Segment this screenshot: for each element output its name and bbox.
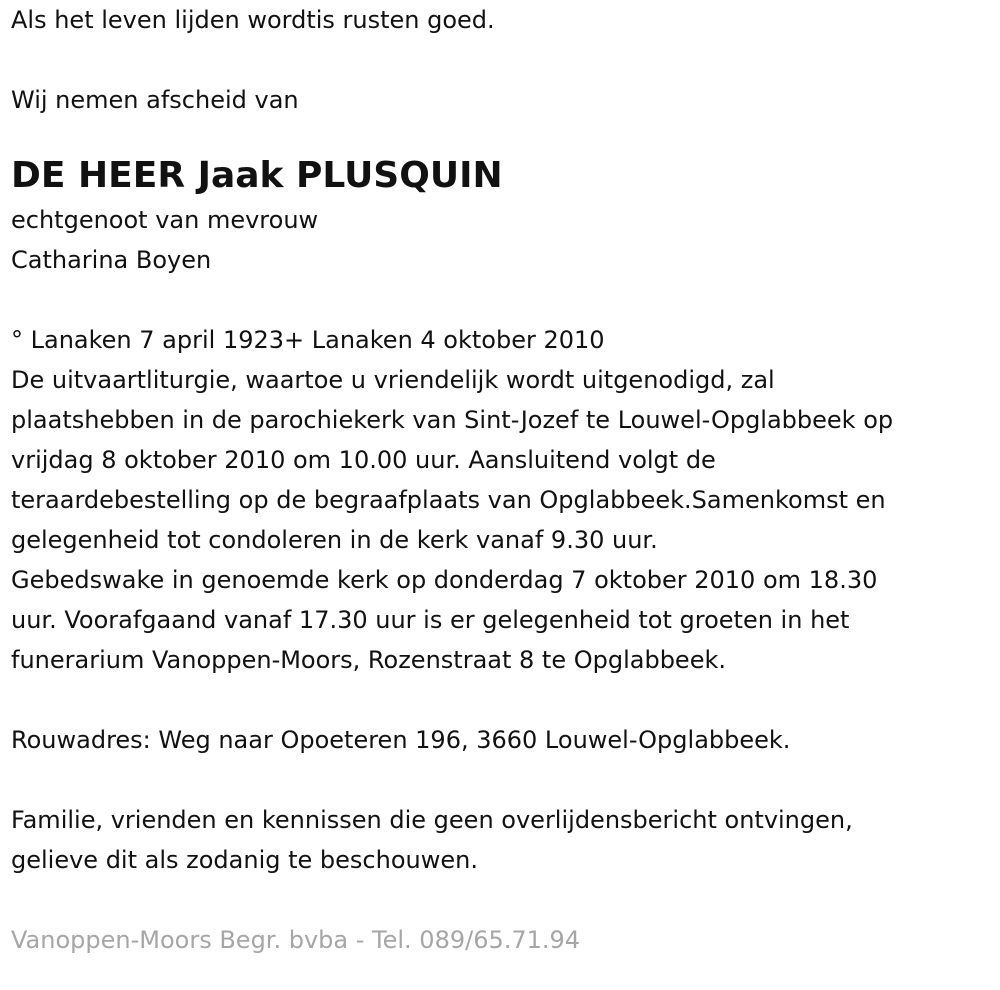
notice-paragraph [11,800,991,880]
ceremony-paragraph [11,360,991,680]
spacer [11,760,991,800]
spacer [11,880,991,920]
birth-death-dates: ° Lanaken 7 april 1923+ Lanaken 4 oktober 2010 [11,326,605,354]
paragraph-line: gelieve dit als zodanig te beschouwen. [11,846,478,874]
paragraph-line: plaatshebben in de parochiekerk van Sint-Jozef te Louwel-Opglabbeek op [11,406,894,434]
paragraph-line: De uitvaartliturgie, waartoe u vriendelijk wordt uitgenodigd, zal [11,366,775,394]
spouse-line-2: Catharina Boyen [11,246,212,274]
spacer [11,40,991,80]
paragraph-line: teraardebestelling op de begraafplaats van Opglabbeek.Samenkomst en [11,486,886,514]
paragraph-line: Gebedswake in genoemde kerk op donderdag 7 oktober 2010 om 18.30 [11,566,878,594]
death-notice [11,0,991,960]
paragraph-line: funerarium Vanoppen-Moors, Rozenstraat 8 te Opglabbeek. [11,646,726,674]
funeral-home-footer: Vanoppen-Moors Begr. bvba - Tel. 089/65.71.94 [11,926,581,954]
paragraph-line: uur. Voorafgaand vanaf 17.30 uur is er gelegenheid tot groeten in het [11,606,850,634]
paragraph-line: gelegenheid tot condoleren in de kerk vanaf 9.30 uur. [11,526,658,554]
paragraph-line: vrijdag 8 oktober 2010 om 10.00 uur. Aansluitend volgt de [11,446,716,474]
deceased-name: DE HEER Jaak PLUSQUIN [11,155,503,196]
paragraph-line: Familie, vrienden en kennissen die geen overlijdensbericht ontvingen, [11,806,853,834]
spacer [11,120,991,146]
farewell-line: Wij nemen afscheid van [11,86,299,114]
mourning-address: Rouwadres: Weg naar Opoeteren 196, 3660 Louwel-Opglabbeek. [11,726,791,754]
spacer [11,280,991,320]
spouse-line-1: echtgenoot van mevrouw [11,206,319,234]
spacer [11,680,991,720]
verse-line: Als het leven lijden wordtis rusten goed. [11,6,495,34]
